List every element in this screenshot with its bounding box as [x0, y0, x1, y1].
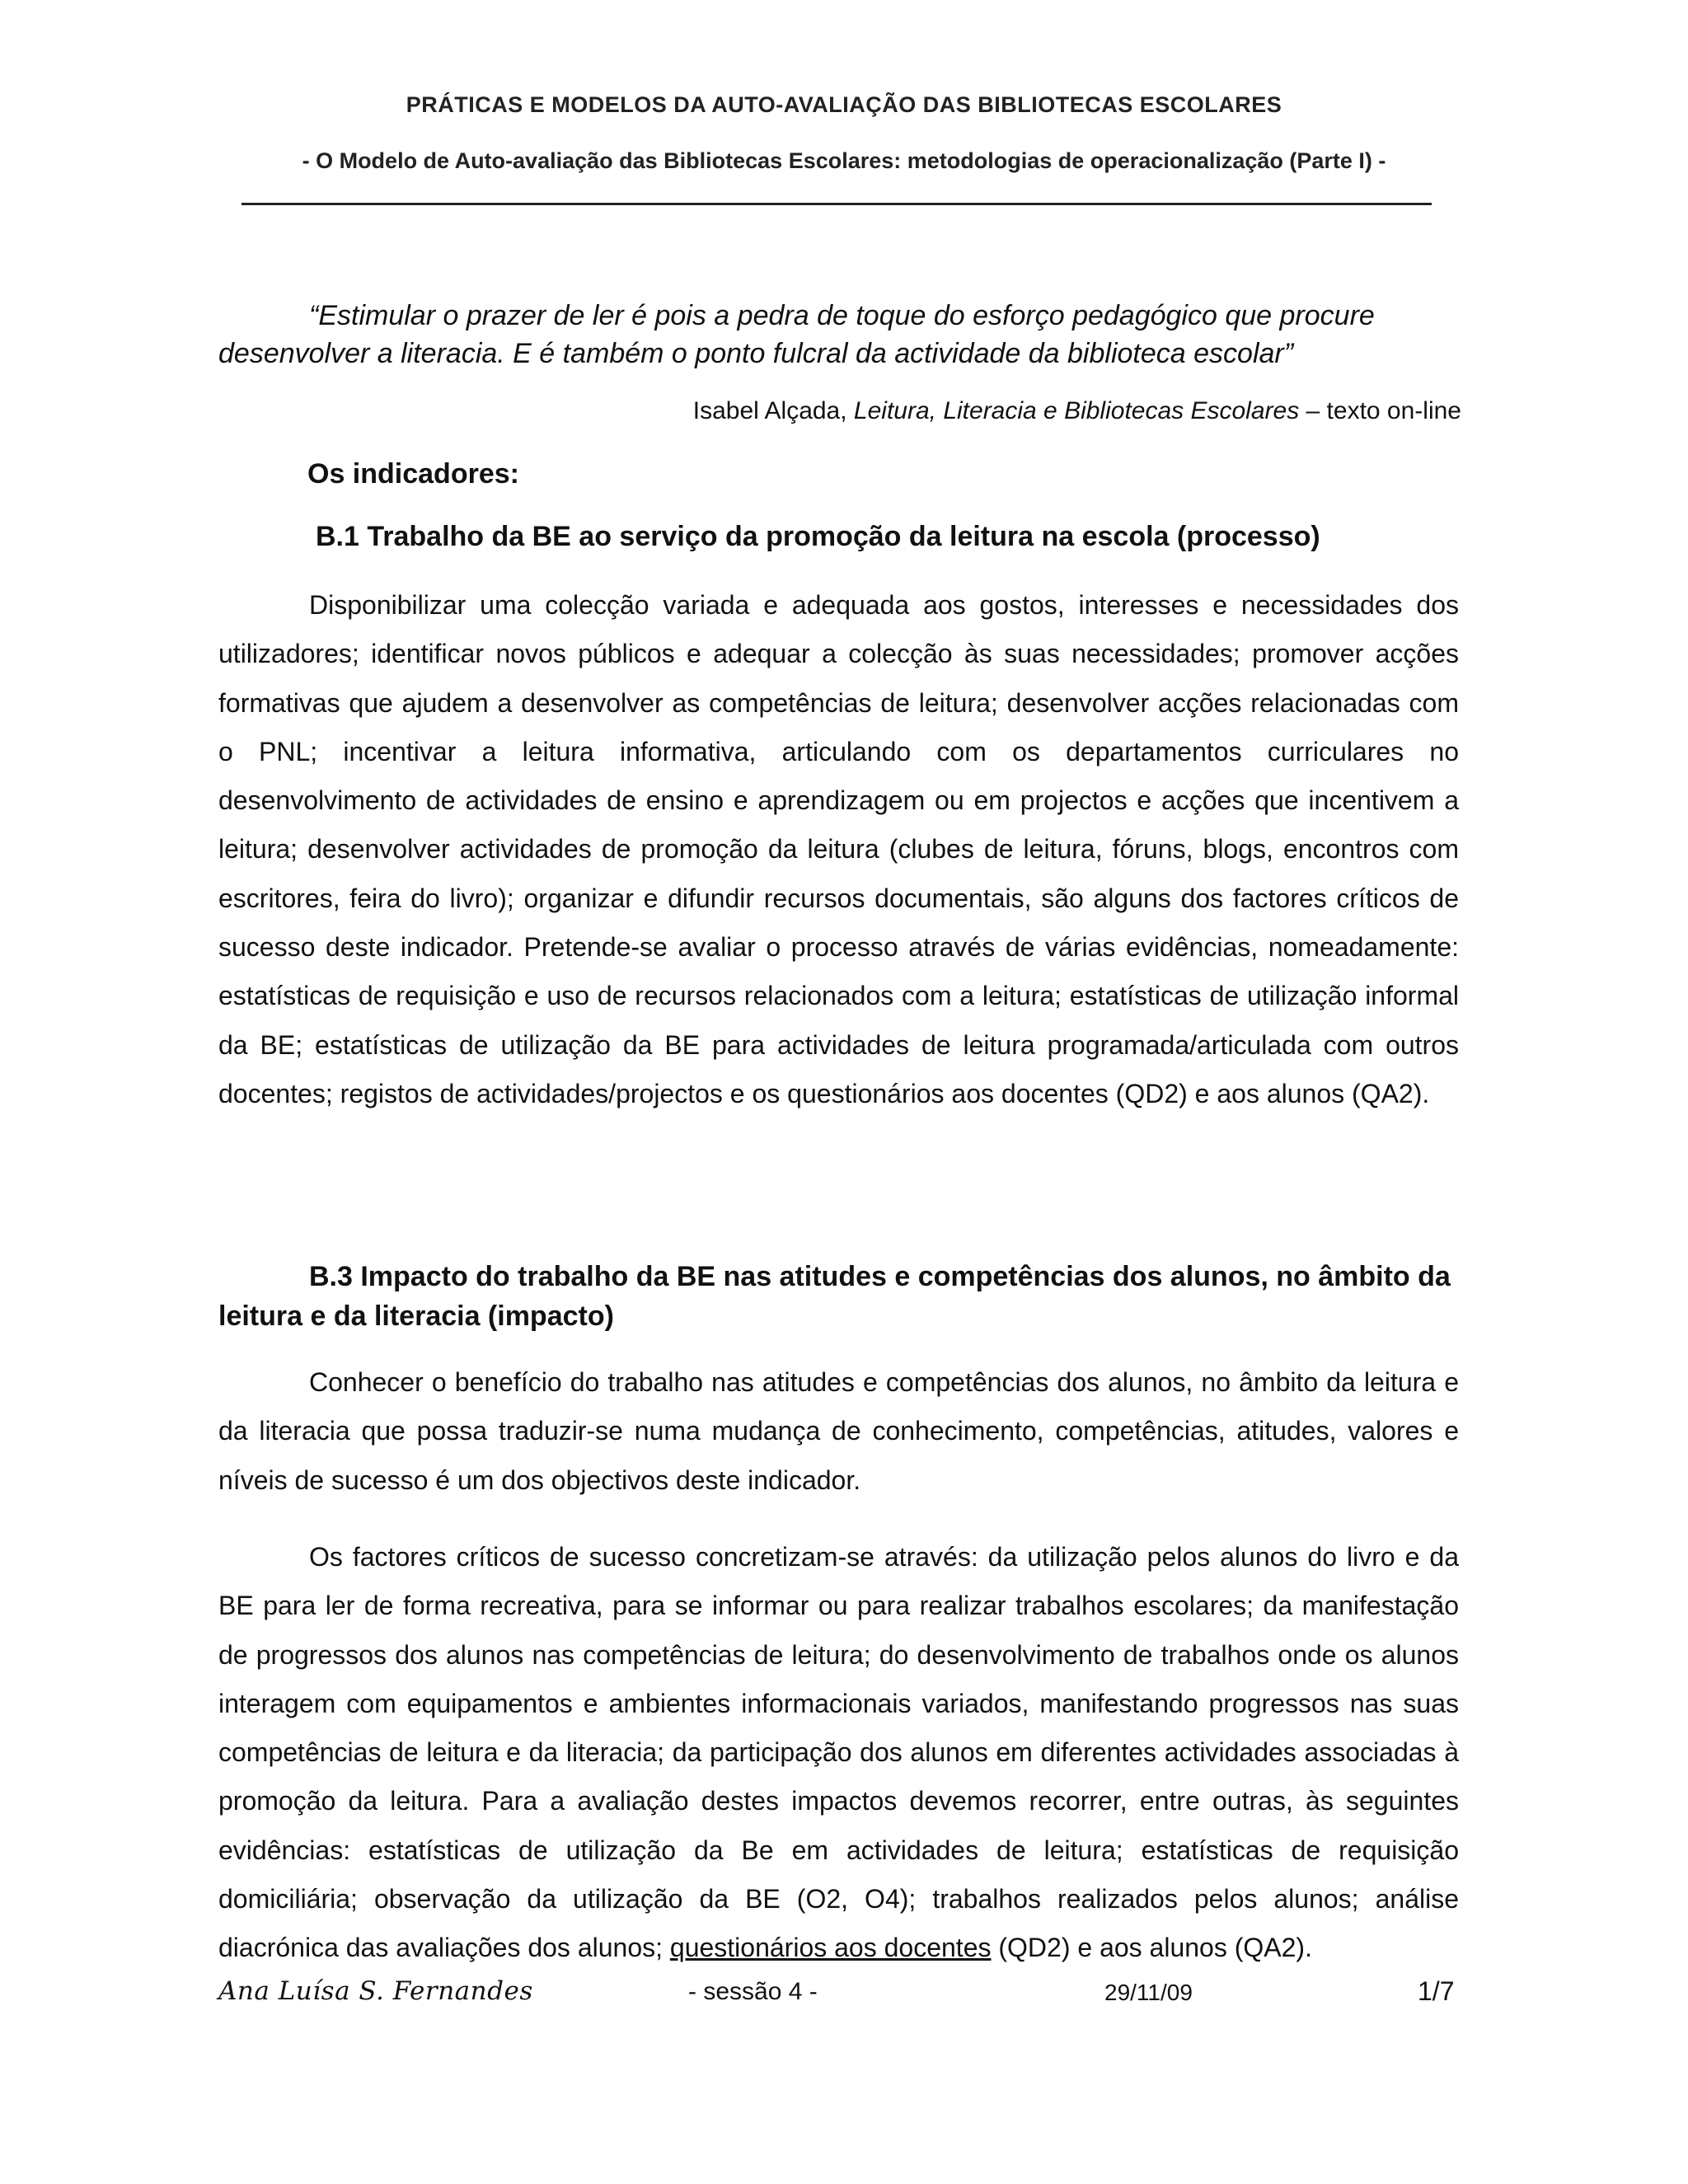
- b1-heading: B.1 Trabalho da BE ao serviço da promoção da leitura na escola (processo): [316, 521, 1320, 552]
- epigraph-attribution: [693, 397, 1461, 425]
- document-header-subtitle: - O Modelo de Auto-avaliação das Bibliotecas Escolares: metodologias de operacionalização (Parte I) -: [302, 148, 1386, 173]
- b3-paragraph-2-text: Os factores críticos de sucesso concretizam-se através: da utilização pelos alunos do livro e da BE para ler de forma recreativa, para se informar ou para realizar trabalhos escolares; da manifestação de progressos dos alunos nas competências de leitura; do desenvolvimento de trabalhos onde os alunos interagem com equipamentos e ambientes informacionais variados, manifestando progressos nas suas competências de leitura e da literacia; da participação dos alunos em diferentes actividades associadas à promoção da leitura. Para a avaliação destes impactos devemos recorrer, entre outras, às seguintes evidências: estatísticas de utilização da Be em actividades de leitura; estatísticas de requisição domiciliária; observação da utilização da BE (O2, O4); trabalhos realizados pelos alunos; análise diacrónica das avaliações dos alunos;: [218, 1542, 1459, 1963]
- footer-session: - sessão 4 -: [688, 1978, 818, 2005]
- indicators-heading: Os indicadores:: [307, 458, 519, 490]
- epigraph-work-title: Leitura, Literacia e Bibliotecas Escolares: [853, 397, 1300, 424]
- header-divider: [241, 203, 1432, 205]
- footer-author: Ana Luísa S. Fernandes: [218, 1976, 533, 2006]
- b3-paragraph-2-underlined: questionários aos docentes: [669, 1933, 992, 1963]
- document-header-title: PRÁTICAS E MODELOS DA AUTO-AVALIAÇÃO DAS BIBLIOTECAS ESCOLARES: [406, 92, 1282, 117]
- footer-page-number: 1/7: [1418, 1976, 1455, 2006]
- b3-heading: B.3 Impacto do trabalho da BE nas atitudes e competências dos alunos, no âmbito da leitura e da literacia (impacto): [218, 1261, 1451, 1332]
- b3-paragraph-2: [218, 1533, 1459, 1973]
- epigraph-author: Isabel Alçada,: [692, 397, 854, 424]
- epigraph-note: – texto on-line: [1299, 397, 1461, 424]
- b3-paragraph-1: Conhecer o benefício do trabalho nas atitudes e competências dos alunos, no âmbito da leitura e da literacia que possa traduzir-se numa mudança de conhecimento, competências, atitudes, valores e níveis de sucesso é um dos objectivos deste indicador.: [218, 1367, 1459, 1495]
- footer-date: 29/11/09: [1104, 1980, 1193, 2005]
- b1-paragraph: Disponibilizar uma colecção variada e adequada aos gostos, interesses e necessidades dos utilizadores; identificar novos públicos e adequar a colecção às suas necessidades; promover acções formativas que ajudem a desenvolver as competências de leitura; desenvolver acções relacionadas com o PNL; incentivar a leitura informativa, articulando com os departamentos curriculares no desenvolvimento de actividades de ensino e aprendizagem ou em projectos e acções que incentivem a leitura; desenvolver actividades de promoção da leitura (clubes de leitura, fóruns, blogs, encontros com escritores, feira do livro); organizar e difundir recursos documentais, são alguns dos factores críticos de sucesso deste indicador. Pretende-se avaliar o processo através de várias evidências, nomeadamente: estatísticas de requisição e uso de recursos relacionados com a leitura; estatísticas de utilização informal da BE; estatísticas de utilização da BE para actividades de leitura programada/articulada com outros docentes; registos de actividades/projectos e os questionários aos docentes (QD2) e aos alunos (QA2).: [218, 590, 1459, 1108]
- epigraph-quote: “Estimular o prazer de ler é pois a pedra de toque do esforço pedagógico que procure desenvolver a literacia. E é também o ponto fulcral da actividade da biblioteca escolar”: [218, 300, 1375, 369]
- b3-paragraph-2-end: (QD2) e aos alunos (QA2).: [991, 1933, 1312, 1963]
